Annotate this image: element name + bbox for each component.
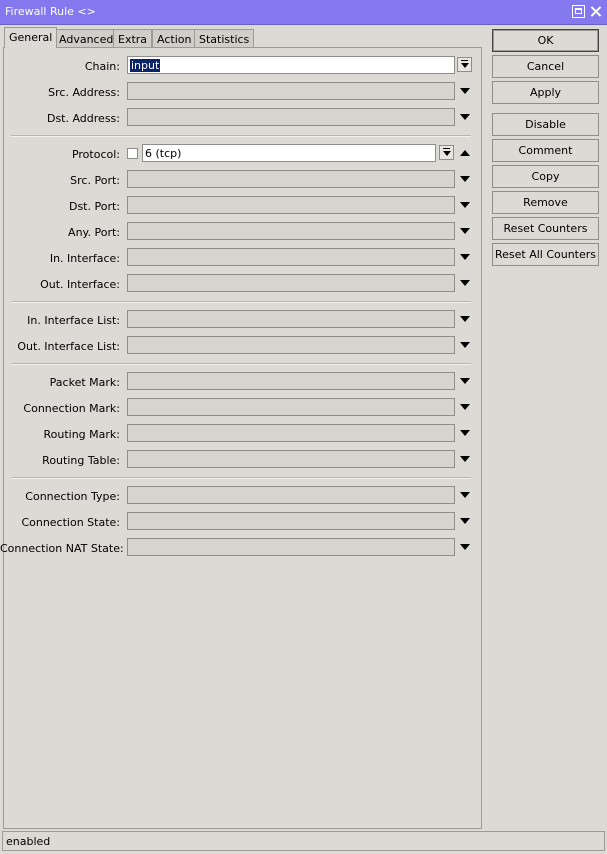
in-interface-field[interactable] (127, 248, 455, 266)
packet-mark-field[interactable] (127, 372, 455, 390)
any-port-field[interactable] (127, 222, 455, 240)
src-port-expand-icon[interactable] (460, 176, 470, 182)
out-interface-list-field[interactable] (127, 336, 455, 354)
apply-button[interactable]: Apply (492, 81, 599, 104)
in-interface-expand-icon[interactable] (460, 254, 470, 260)
routing-table-label: Routing Table: (42, 454, 120, 467)
out-interface-field[interactable] (127, 274, 455, 292)
out-interface-list-expand-icon[interactable] (460, 342, 470, 348)
protocol-dropdown-icon[interactable] (439, 145, 454, 160)
any-port-expand-icon[interactable] (460, 228, 470, 234)
separator (11, 477, 471, 479)
tab-action[interactable]: Action (152, 29, 196, 47)
connection-state-expand-icon[interactable] (460, 518, 470, 524)
in-interface-list-label: In. Interface List: (27, 314, 120, 327)
protocol-negate-checkbox[interactable] (127, 148, 138, 159)
tab-general[interactable]: General (4, 27, 57, 48)
close-icon[interactable] (589, 5, 602, 18)
chain-input[interactable] (127, 56, 455, 74)
src-port-label: Src. Port: (70, 174, 120, 187)
protocol-label: Protocol: (71, 148, 120, 161)
chain-label: Chain: (84, 60, 120, 73)
separator (11, 135, 471, 137)
separator (11, 363, 471, 365)
ok-button[interactable]: OK (492, 29, 599, 52)
maximize-icon[interactable] (572, 5, 585, 18)
tab-advanced[interactable]: Advanced (54, 29, 118, 47)
dst-address-expand-icon[interactable] (460, 114, 470, 120)
connection-mark-expand-icon[interactable] (460, 404, 470, 410)
connection-type-label: Connection Type: (25, 490, 120, 503)
dst-port-label: Dst. Port: (68, 200, 120, 213)
reset-counters-button[interactable]: Reset Counters (492, 217, 599, 240)
remove-button[interactable]: Remove (492, 191, 599, 214)
routing-table-field[interactable] (127, 450, 455, 468)
copy-button[interactable]: Copy (492, 165, 599, 188)
out-interface-label: Out. Interface: (40, 278, 120, 291)
in-interface-list-expand-icon[interactable] (460, 316, 470, 322)
src-address-expand-icon[interactable] (460, 88, 470, 94)
protocol-input[interactable]: 6 (tcp) (142, 144, 436, 162)
connection-mark-field[interactable] (127, 398, 455, 416)
tab-extra[interactable]: Extra (113, 29, 152, 47)
packet-mark-expand-icon[interactable] (460, 378, 470, 384)
cancel-button[interactable]: Cancel (492, 55, 599, 78)
dst-port-field[interactable] (127, 196, 455, 214)
src-address-field[interactable] (127, 82, 455, 100)
title-bar[interactable] (0, 0, 607, 25)
comment-button[interactable]: Comment (492, 139, 599, 162)
connection-type-expand-icon[interactable] (460, 492, 470, 498)
src-address-label: Src. Address: (48, 86, 120, 99)
status-text: enabled (6, 835, 51, 848)
dst-address-label: Dst. Address: (46, 112, 120, 125)
routing-mark-expand-icon[interactable] (460, 430, 470, 436)
connection-state-field[interactable] (127, 512, 455, 530)
connection-nat-state-expand-icon[interactable] (460, 544, 470, 550)
connection-type-field[interactable] (127, 486, 455, 504)
out-interface-list-label: Out. Interface List: (17, 340, 120, 353)
reset-all-counters-button[interactable]: Reset All Counters (492, 243, 599, 266)
connection-mark-label: Connection Mark: (23, 402, 120, 415)
dst-port-expand-icon[interactable] (460, 202, 470, 208)
chain-dropdown-icon[interactable] (457, 57, 472, 72)
src-port-field[interactable] (127, 170, 455, 188)
tab-statistics[interactable]: Statistics (194, 29, 254, 47)
any-port-label: Any. Port: (68, 226, 120, 239)
dst-address-field[interactable] (127, 108, 455, 126)
disable-button[interactable]: Disable (492, 113, 599, 136)
packet-mark-label: Packet Mark: (49, 376, 120, 389)
routing-mark-label: Routing Mark: (43, 428, 120, 441)
connection-nat-state-label: Connection NAT State: (0, 542, 124, 555)
routing-mark-field[interactable] (127, 424, 455, 442)
chain-value: input (131, 59, 160, 72)
window-title: Firewall Rule <> (5, 5, 96, 18)
out-interface-expand-icon[interactable] (460, 280, 470, 286)
routing-table-expand-icon[interactable] (460, 456, 470, 462)
separator (11, 301, 471, 303)
protocol-collapse-icon[interactable] (460, 150, 470, 156)
status-bar (2, 831, 605, 851)
connection-state-label: Connection State: (21, 516, 120, 529)
in-interface-label: In. Interface: (49, 252, 120, 265)
in-interface-list-field[interactable] (127, 310, 455, 328)
connection-nat-state-field[interactable] (127, 538, 455, 556)
